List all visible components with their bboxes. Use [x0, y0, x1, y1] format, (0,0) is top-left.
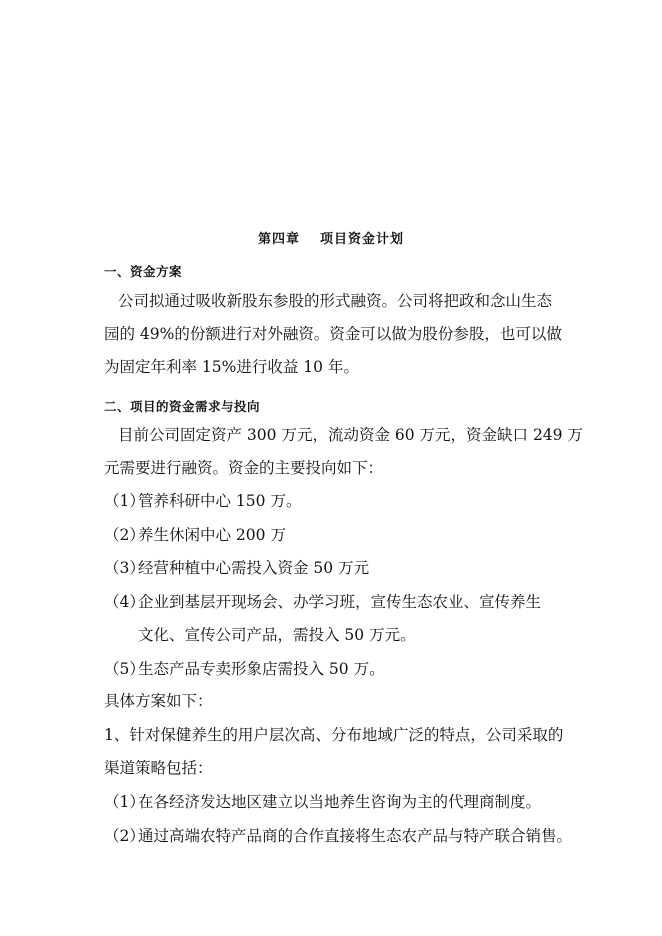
list-item	[104, 491, 301, 511]
chapter-name: 项目资金计划	[320, 232, 405, 247]
list-item-text: 企业到基层开现场会、办学习班，宣传生态农业、宣传养生	[138, 593, 542, 611]
chapter-number: 第四章	[257, 232, 300, 247]
list-item-text: 管养科研中心 150 万。	[138, 492, 302, 510]
plan-point-line: 1、针对保健养生的用户层次高、分布地域广泛的特点，公司采取的	[104, 726, 564, 744]
list-item-text: 生态产品专卖形象店需投入 50 万。	[138, 660, 385, 678]
section2-line: 元需要进行融资。资金的主要投向如下：	[104, 459, 384, 477]
list-item	[104, 558, 369, 578]
list-item-continuation: 文化、宣传公司产品，需投入 50 万元。	[138, 626, 416, 644]
plan-intro: 具体方案如下：	[104, 692, 213, 710]
plan-point-line: 渠道策略包括：	[104, 759, 213, 777]
chapter-title	[0, 228, 662, 247]
list-item	[104, 592, 541, 612]
section2-heading: 二、项目的资金需求与投向	[104, 399, 261, 414]
section1-line: 园的 49%的份额进行对外融资。资金可以做为股份参股，也可以做	[104, 325, 562, 343]
list-item	[104, 826, 572, 846]
section1-heading: 一、资金方案	[104, 264, 183, 279]
list-item-number: （5）	[104, 660, 145, 678]
section1-line: 为固定年利率 15%进行收益 10 年。	[104, 358, 359, 376]
list-item-text: 通过高端农特产品商的合作直接将生态农产品与特产联合销售。	[138, 827, 573, 845]
list-item-text: 在各经济发达地区建立以当地养生咨询为主的代理商制度。	[138, 793, 542, 811]
list-item-number: （2）	[104, 526, 145, 544]
list-item-number: （1）	[104, 492, 145, 510]
list-item	[104, 525, 286, 545]
list-item	[104, 792, 541, 812]
list-item	[104, 659, 385, 679]
section2-line: 目前公司固定资产 300 万元，流动资金 60 万元，资金缺口 249 万	[118, 426, 583, 444]
list-item-number: （4）	[104, 593, 145, 611]
list-item-number: （2）	[104, 827, 145, 845]
section1-line: 公司拟通过吸收新股东参股的形式融资。公司将把政和念山生态	[118, 292, 553, 310]
list-item-number: （1）	[104, 793, 145, 811]
list-item-text: 养生休闲中心 200 万	[138, 526, 286, 544]
list-item-text: 经营种植中心需投入资金 50 万元	[138, 559, 370, 577]
list-item-number: （3）	[104, 559, 145, 577]
